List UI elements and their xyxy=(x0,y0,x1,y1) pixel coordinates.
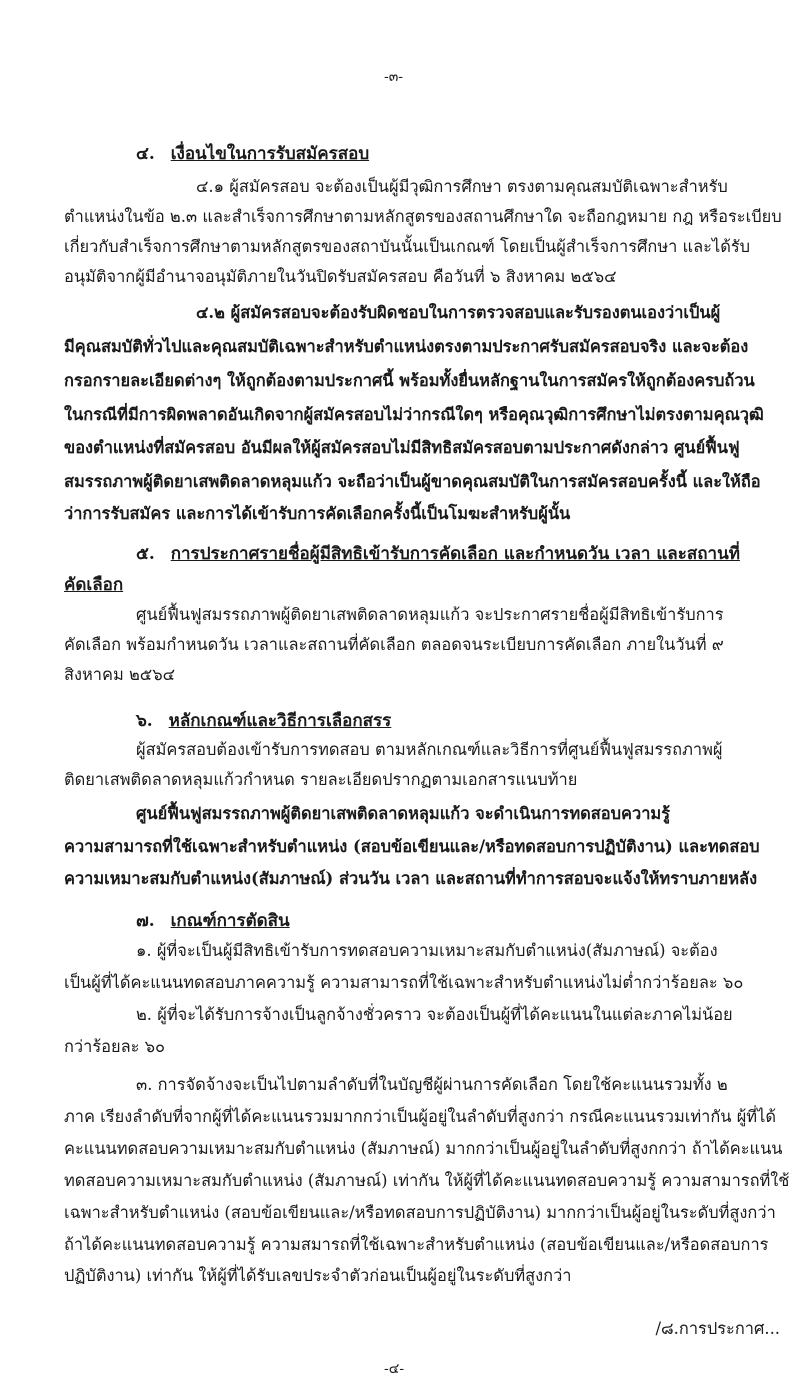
sec6-p2-line: ความสามารถที่ใช้เฉพาะสำหรับตำแหน่ง (สอบข้อเขียนและ/หรือทดสอบการปฏิบัติงาน) และทดสอบ xyxy=(64,837,760,856)
page-number-header: -๓- xyxy=(384,69,404,85)
sec5-p1-line: ศูนย์ฟื้นฟูสมรรถภาพผู้ติดยาเสพติดลาดหลุมแก้ว จะประกาศรายชื่อผู้มีสิทธิเข้ารับการ xyxy=(136,605,724,624)
section-7-heading xyxy=(136,907,290,934)
sec4-p1-line: เกี่ยวกับสำเร็จการศึกษาตามหลักสูตรของสถาบันนั้นเป็นเกณฑ์ โดยเป็นผู้สำเร็จการศึกษา และได้รับ xyxy=(64,237,751,256)
section-7-number: ๗. xyxy=(136,911,155,931)
sec7-p3-line: ภาค เรียงลำดับที่จากผู้ที่ได้คะแนนรวมมากกว่าเป็นผู้อยู่ในลำดับที่สูงกว่า กรณีคะแนนรวมเท่ากัน ผู้ที่ได้ xyxy=(64,1107,776,1126)
sec4-p2-line: ว่าการรับสมัคร และการได้เข้ารับการคัดเลือกครั้งนี้เป็นโมฆะสำหรับผู้นั้น xyxy=(64,504,571,523)
sec4-p1-line: อนุมัติจากผู้มีอำนาจอนุมัติภายในวันปิดรับสมัครสอบ คือวันที่ ๖ สิงหาคม ๒๕๖๔ xyxy=(64,267,617,286)
sec4-p1-line: ๔.๑ ผู้สมัครสอบ จะต้องเป็นผู้มีวุฒิการศึกษา ตรงตามคุณสมบัติเฉพาะสำหรับ xyxy=(196,177,728,196)
sec6-p1-line: ผู้สมัครสอบต้องเข้ารับการทดสอบ ตามหลักเกณฑ์และวิธีการที่ศูนย์ฟื้นฟูสมรรถภาพผู้ xyxy=(136,740,723,759)
section-5-title-cont xyxy=(64,571,123,598)
sec6-p2-line: ศูนย์ฟื้นฟูสมรรถภาพผู้ติดยาเสพติดลาดหลุมแก้ว จะดำเนินการทดสอบความรู้ xyxy=(136,804,670,823)
section-6-heading xyxy=(136,707,391,734)
section-5-title-line2: คัดเลือก xyxy=(64,575,124,595)
sec4-p2-line: สมรรถภาพผู้ติดยาเสพติดลาดหลุมแก้ว จะถือว่าเป็นผู้ขาดคุณสมบัติในการสมัครสอบครั้งนี้ และให้ถือ xyxy=(64,472,761,491)
sec7-p1-line: เป็นผู้ที่ได้คะแนนทดสอบภาคความรู้ ความสามารถที่ใช้เฉพาะสำหรับตำแหน่งไม่ต่ำกว่าร้อยละ ๖๐ xyxy=(64,973,744,992)
section-7-title: เกณฑ์การตัดสิน xyxy=(170,911,290,931)
section-4-heading xyxy=(136,140,369,167)
sec7-p2-line: ๒. ผู้ที่จะได้รับการจ้างเป็นลูกจ้างชั่วคราว จะต้องเป็นผู้ที่ได้คะแนนในแต่ละภาคไม่น้อย xyxy=(136,1005,733,1024)
sec4-p1-line: ตำแหน่งในข้อ ๒.๓ และสำเร็จการศึกษาตามหลักสูตรของสถานศึกษาใด จะถือกฎหมาย กฎ หรือระเบียบ xyxy=(64,207,782,226)
section-5-title: การประกาศรายชื่อผู้มีสิทธิเข้ารับการคัดเลือก และกำหนดวัน เวลา และสถานที่ xyxy=(170,544,740,564)
sec7-p1-line: ๑. ผู้ที่จะเป็นผู้มีสิทธิเข้ารับการทดสอบความเหมาะสมกับตำแหน่ง(สัมภาษณ์) จะต้อง xyxy=(136,941,718,960)
section-6-number: ๖. xyxy=(136,711,153,731)
continuation-marker: /๘.การประกาศ... xyxy=(655,1319,780,1338)
sec7-p3-line: ๓. การจัดจ้างจะเป็นไปตามลำดับที่ในบัญชีผู้ผ่านการคัดเลือก โดยใช้คะแนนรวมทั้ง ๒ xyxy=(136,1075,728,1094)
sec7-p3-line: ถ้าได้คะแนนทดสอบความรู้ ความสมารถที่ใช้เฉพาะสำหรับตำแหน่ง (สอบข้อเขียนและ/หรือดสอบการ xyxy=(64,1235,769,1254)
sec7-p2-line: กว่าร้อยละ ๖๐ xyxy=(64,1037,166,1056)
sec5-p1-line: สิงหาคม ๒๕๖๔ xyxy=(64,665,176,684)
section-6-title: หลักเกณฑ์และวิธีการเลือกสรร xyxy=(168,711,392,731)
section-4-number: ๔. xyxy=(136,144,155,164)
section-5-number: ๕. xyxy=(136,544,155,564)
sec6-p1-line: ติดยาเสพติดลาดหลุมแก้วกำหนด รายละเอียดปรากฏตามเอกสารแนบท้าย xyxy=(64,770,578,789)
page-number-footer: -๔- xyxy=(384,1361,405,1377)
sec4-p2-line: ของตำแหน่งที่สมัครสอบ อันมีผลให้ผู้สมัครสอบไม่มีสิทธิสมัครสอบตามประกาศดังกล่าว ศูนย์ฟื้นฟู xyxy=(64,438,740,457)
sec5-p1-line: คัดเลือก พร้อมกำหนดวัน เวลาและสถานที่คัดเลือก ตลอดจนระเบียบการคัดเลือก ภายในวันที่ ๙ xyxy=(64,635,724,654)
sec4-p2-line: มีคุณสมบัติทั่วไปและคุณสมบัติเฉพาะสำหรับตำแหน่งตรงตามประกาศรับสมัครสอบจริง และจะต้อง xyxy=(64,337,749,356)
sec4-p2-line: กรอกรายละเอียดต่างๆ ให้ถูกต้องตามประกาศนี้ พร้อมทั้งยื่นหลักฐานในการสมัครให้ถูกต้องครบถ้วน xyxy=(64,371,755,390)
sec7-p3-line: ทดสอบความเหมาะสมกับตำแหน่ง (สัมภาษณ์) เท่ากัน ให้ผู้ที่ได้คะแนนทดสอบความรู้ ความสามารถที่ใช้ xyxy=(64,1171,790,1190)
sec6-p2-line: ความเหมาะสมกับตำแหน่ง(สัมภาษณ์) ส่วนวัน เวลา และสถานที่ทำการสอบจะแจ้งให้ทราบภายหลัง xyxy=(64,869,758,888)
sec7-p3-line: ปฏิบัติงาน) เท่ากัน ให้ผู้ที่ได้รับเลขประจำตัวก่อนเป็นผู้อยู่ในระดับที่สูงกว่า xyxy=(64,1266,572,1285)
sec7-p3-line: เฉพาะสำหรับตำแหน่ง (สอบข้อเขียนและ/หรือทดสอบการปฏิบัติงาน) มากกว่าเป็นผู้อยู่ในระดับที่สูงกว่า xyxy=(64,1203,776,1222)
section-5-heading xyxy=(136,540,740,567)
sec4-p2-line: ในกรณีที่มีการผิดพลาดอันเกิดจากผู้สมัครสอบไม่ว่ากรณีใดๆ หรือคุณวุฒิการศึกษาไม่ตรงตามคุณวุฒิ xyxy=(64,405,764,424)
section-4-title: เงื่อนไขในการรับสมัครสอบ xyxy=(170,144,370,164)
sec7-p3-line: คะแนนทดสอบความเหมาะสมกับตำแหน่ง (สัมภาษณ์) มากกว่าเป็นผู้อยู่ในลำดับที่สูงกกว่า ถ้าได้คะแนน xyxy=(64,1139,783,1158)
sec4-p2-line: ๔.๒ ผู้สมัครสอบจะต้องรับผิดชอบในการตรวจสอบและรับรองตนเองว่าเป็นผู้ xyxy=(196,303,721,322)
